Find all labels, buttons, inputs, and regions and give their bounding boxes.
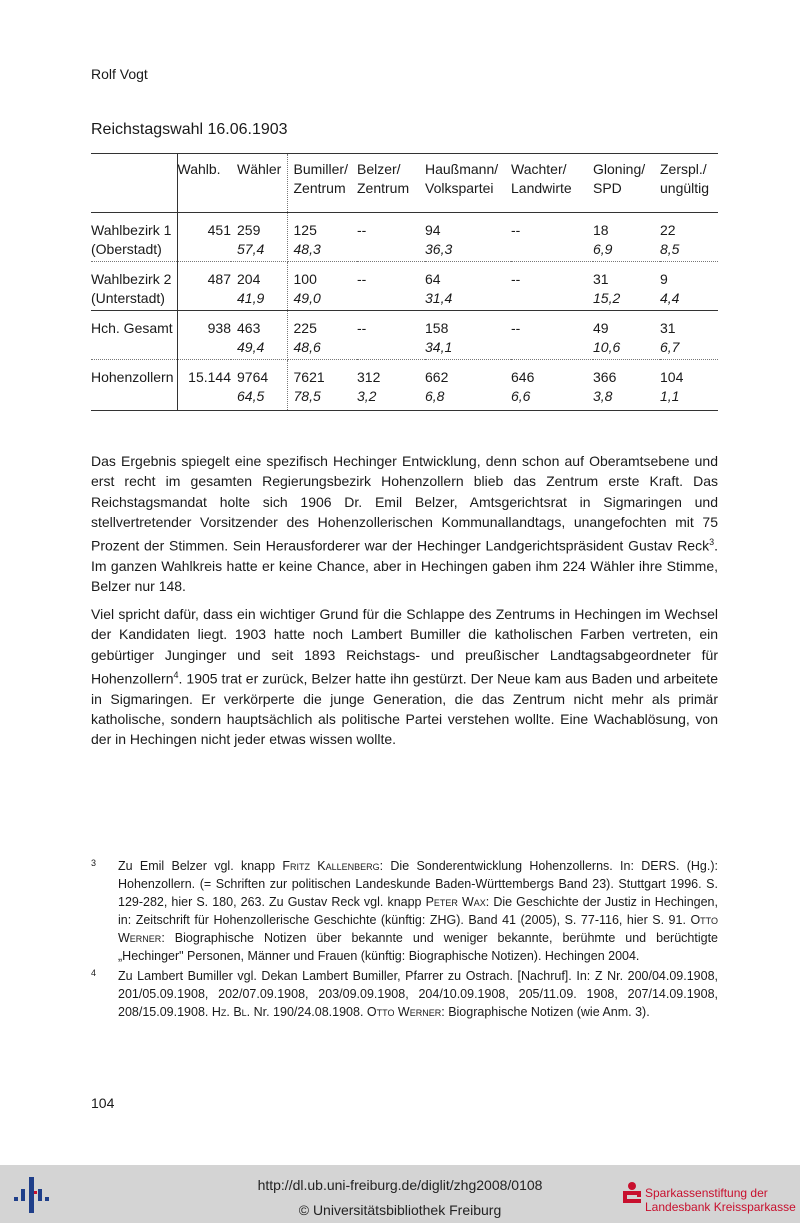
- cell-wachter: --: [511, 262, 593, 311]
- footer-copyright: © Universitätsbibliothek Freiburg: [298, 1202, 502, 1218]
- cell-zerspl: 31 6,7: [660, 311, 718, 360]
- footnote-4: 4 Zu Lambert Bumiller vgl. Dekan Lambert Bumiller, Pfarrer zu Ostrach. [Nachruf]. In: Z Nr. 200/04.09.1908, 201/05.09.1908, 202/07.09.1908, 203/09.09.1908, 204/10.09.1908, 205/11.09. 1908, 207/14.09.1908, 208/15.09.1908. Hz. Bl. Nr. 190/24.08.1908. Otto Werner: Biographische Notizen (wie Anm. 3).: [91, 968, 718, 1019]
- cell-haussmann: 662 6,8: [425, 360, 511, 411]
- footnote-reference-4[interactable]: 4: [173, 669, 179, 680]
- body-paragraph: Viel spricht dafür, dass ein wichtiger Grund für die Schlappe des Zentrums in Hechingen im Wechsel der Kandidaten liegt. 1903 hatte noch Lambert Bumiller die katholischen Farben vertreten, ein gebürtiger Junginger und seit 1893 Reichstags- und preußischer Landtagsabgeordneter für Hohenzollern$^4$. 1905 trat er zurück, Belzer hatte ihn gestürzt. Der Neue kam aus Baden und arbeitete in Sigmaringen. Er verkörperte die junge Generation, die das Zentrum nicht mehr als primär katholische, sondern hauptsächlich als politische Partei verstehen wollte. Eine Wachablösung, von der in Hechingen nicht jeder etwas wissen wollte.: [91, 606, 718, 748]
- column-header-gloning: Gloning/ SPD: [593, 154, 660, 213]
- footer-url-link[interactable]: http://dl.ub.uni-freiburg.de/diglit/zhg2008/0108: [257, 1177, 543, 1193]
- body-paragraph: Das Ergebnis spiegelt eine spezifisch Hechinger Entwicklung, denn schon auf Oberamtsebene und erst recht im gesamten Regierungsbezirk Hohenzollern blieb das Zentrum erste Kraft. Das Reichstagsmandat holte sich 1906 Dr. Emil Belzer, Amtsgerichtsrat in Sigmaringen und stellvertretender Vorsitzender des Hohenzollerischen Kommunallandtags, unangefochten mit 75 Prozent der Stimmen. Sein Herausforderer war der Hechinger Landgerichtspräsident Gustav Reck$^3$. Im ganzen Wahlkreis hatte er keine Chance, aber in Hechingen gaben ihm 224 Wähler ihre Stimme, Belzer nur 148.: [91, 453, 718, 595]
- cell-gloning: 18 6,9: [593, 213, 660, 262]
- cell-wahlb: 487: [177, 262, 231, 311]
- running-header-author: Rolf Vogt: [91, 66, 148, 82]
- table-row: [91, 311, 718, 360]
- footer-bar: [0, 1165, 800, 1223]
- cell-belzer: --: [357, 262, 425, 311]
- page-number: 104: [91, 1095, 115, 1111]
- cell-wachter: --: [511, 311, 593, 360]
- cell-bumiller: 7621 78,5: [287, 360, 357, 411]
- table-title: Reichstagswahl 16.06.1903: [91, 121, 288, 138]
- cell-waehler: 9764 64,5: [231, 360, 287, 411]
- cell-bumiller: 100 49,0: [287, 262, 357, 311]
- cell-gloning: 49 10,6: [593, 311, 660, 360]
- cell-wahlb: 938: [177, 311, 231, 360]
- footnote-3: 3 Zu Emil Belzer vgl. knapp Fritz Kallenberg: Die Sonderentwicklung Hohenzollerns. In: DERS. (Hg.): Hohenzollern. (= Schriften zur politischen Landeskunde Baden-Württembergs Band 23). Stuttgart 1996. S. 129-282, hier S. 180, 263. Zu Gustav Reck vgl. knapp Peter Wax: Die Geschichte der Justiz in Hechingen, in: Zeitschrift für Hohenzollerische Geschichte (künftig: ZHG). Band 41 (2005), S. 77-116, hier S. 91. Otto Werner: Biographische Notizen über bekannte und weniger bekannte, berühmte und berüchtigte „Hechinger" Personen, Männer und Frauen (künftig: Biographische Notizen). Hechingen 2004.: [91, 858, 718, 963]
- cell-wachter: 646 6,6: [511, 360, 593, 411]
- cell-haussmann: 158 34,1: [425, 311, 511, 360]
- cell-zerspl: 22 8,5: [660, 213, 718, 262]
- election-results-table: [91, 153, 718, 411]
- column-header-zerspl: Zerspl./ ungültig: [660, 154, 718, 213]
- cell-bumiller: 125 48,3: [287, 213, 357, 262]
- cell-waehler: 204 41,9: [231, 262, 287, 311]
- table-row: [91, 262, 718, 311]
- row-label: Wahlbezirk 1 (Oberstadt): [91, 213, 177, 262]
- cell-gloning: 366 3,8: [593, 360, 660, 411]
- sparkasse-logo-icon[interactable]: [620, 1181, 644, 1205]
- row-label: Hohenzollern: [91, 360, 177, 411]
- column-header-wachter: Wachter/ Landwirte: [511, 154, 593, 213]
- table-header-row: [91, 154, 718, 213]
- table-row: [91, 360, 718, 411]
- footnotes: [91, 857, 718, 1023]
- cell-zerspl: 104 1,1: [660, 360, 718, 411]
- column-header-belzer: Belzer/ Zentrum: [357, 154, 425, 213]
- cell-haussmann: 94 36,3: [425, 213, 511, 262]
- column-header-bumiller: Bumiller/ Zentrum: [287, 154, 357, 213]
- row-label: Wahlbezirk 2 (Unterstadt): [91, 262, 177, 311]
- cell-wahlb: 15.144: [177, 360, 231, 411]
- cell-wahlb: 451: [177, 213, 231, 262]
- column-header-waehler: Wähler: [231, 154, 287, 213]
- cell-bumiller: 225 48,6: [287, 311, 357, 360]
- cell-belzer: 312 3,2: [357, 360, 425, 411]
- column-header-haussmann: Haußmann/ Volkspartei: [425, 154, 511, 213]
- row-label: Hch. Gesamt: [91, 311, 177, 360]
- footnote-reference-3[interactable]: 3: [709, 537, 715, 548]
- cell-waehler: 259 57,4: [231, 213, 287, 262]
- cell-waehler: 463 49,4: [231, 311, 287, 360]
- column-header-wahlb: Wahlb.: [177, 154, 231, 213]
- cell-belzer: --: [357, 311, 425, 360]
- cell-haussmann: 64 31,4: [425, 262, 511, 311]
- cell-belzer: --: [357, 213, 425, 262]
- sponsor-text: Sparkassenstiftung der Landesbank Kreissparkasse: [645, 1186, 796, 1214]
- cell-wachter: --: [511, 213, 593, 262]
- cell-zerspl: 9 4,4: [660, 262, 718, 311]
- table-row: [91, 213, 718, 262]
- column-header-district: [91, 154, 177, 213]
- cell-gloning: 31 15,2: [593, 262, 660, 311]
